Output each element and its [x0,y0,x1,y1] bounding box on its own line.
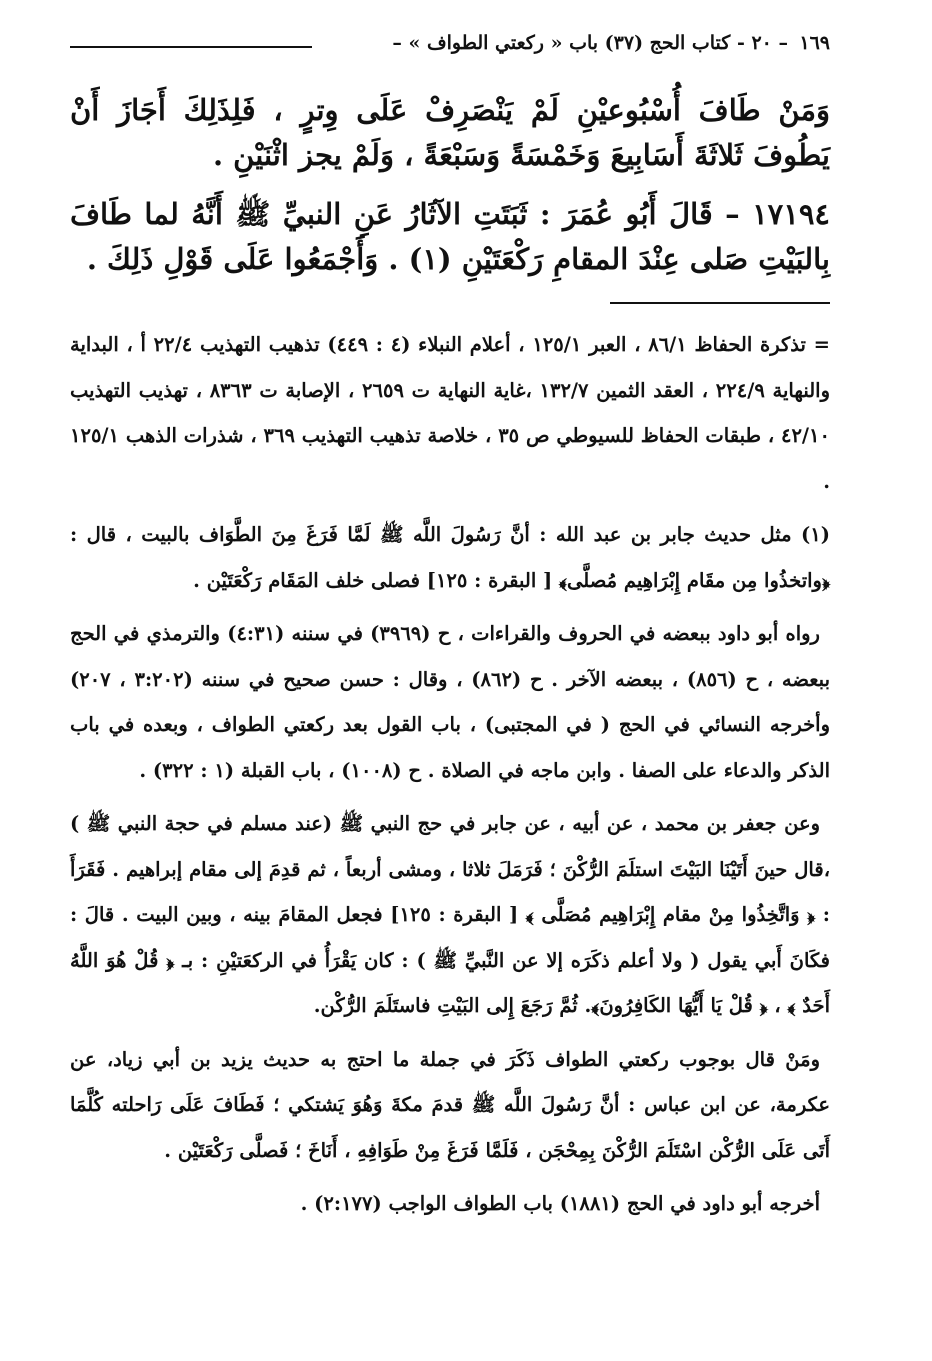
footnote-1: (١) مثل حديث جابر بن عبد الله : أنَّ رَسُولَ اللَّه ﷺ لَمَّا فَرَغَ مِنَ الطَّوَاف بالبيت ، قال : ﴿واتخذُوا مِن مقَام إِبْرَاهِيم مُصلَّى﴾ [ البقرة : ١٢٥] فصلى خلف المَقَام رَكْعَتَيْن . [70,523,830,592]
footnote-1-takhrij: أخرجه أبو داود في الحج (١٨٨١) باب الطواف الواجب (٢:١٧٧) . [300,1192,820,1215]
footnote-1-hadith: وعن جعفر بن محمد ، عن أبيه ، عن جابر في حج النبي ﷺ (عند مسلم في حجة النبي ﷺ ) ،قال حينَ أَتَيْنَا البَيْتَ استلَمَ الرُّكْنَ ؛ فَرَمَلَ ثلاثا ، ومشى أربعاً ، ثم قدِمَ إلى مقام إبراهيم . فَقَرَأَ : ﴿ وَاتَّخِذُوا مِنْ مقام إِبْرَاهِيم مُصَلَّى ﴾ [ البقرة : ١٢٥] فجعل المقامَ بينه ، وبين البيت . قالَ : فكَانَ أَبي يقول ( ولا أعلم ذكَرَه إلا عن النَّبيِّ ﷺ ) : كان يَقْرَأُ في الركعَتيْنِ : بـ ﴿ قُلْ هُوَ اللَّهُ أَحَدٌ ﴾ ، ﴿ قُلْ يَا أَيُّهَا الكَافِرُونَ﴾. ثُمَّ رَجَعَ إِلى البَيْتِ فاستَلَمَ الرُّكْن. [70,812,830,1017]
paragraph-number: ١٧١٩٤ [752,197,830,231]
footnote-continuation: = تذكرة الحفاظ ٨٦/١ ، العبر ١٢٥/١ ، أعلام النبلاء (٤ : ٤٤٩) تذهيب التهذيب ٢٢/٤ أ ، البداية والنهاية ٢٢٤/٩ ، العقد الثمين ١٣٢/٧ ،غاية النهاية ت ٢٦٥٩ ، الإصابة ت ٨٣٦٣ ، تهذيب التهذيب ٤٢/١٠ ، طبقات الحفاظ للسيوطي ص ٣٥ ، خلاصة تذهيب التهذيب ٣٦٩ ، شذرات الذهب ١٢٥/١ . [70,333,831,493]
footnotes [70,322,830,1227]
running-title: – ٢٠ - كتاب الحج (٣٧) باب « ركعتي الطواف » – [392,32,788,54]
running-header [70,26,830,60]
page-number: ١٦٩ [799,32,830,54]
main-text [70,88,830,282]
footnote-1-wujub: ومَنْ قال بوجوب ركعتي الطواف ذَكَرَ في جملة ما احتج به حديث يزيد بن أبي زياد، عن عكرمة، عن ابن عباس : أنَّ رَسُولَ اللَّه ﷺ قدمَ مكةَ وَهُوَ يَشتكي ؛ فَطَافَ عَلَى رَاحلته كُلَّمَا أَتَى عَلَى الرُّكْن اسْتَلَمَ الرُّكْنَ بِمِحْجَن ، فَلَمَّا فَرَغَ مِنْ طَوَافِهِ ، أَنَاخَ ؛ فَصلَّى رَكْعَتَيْن . [70,1047,830,1162]
main-paragraph: وَمَنْ طَافَ أُسْبُوعيْنِ لَمْ يَنْصَرِفْ عَلَى وِترٍ ، فَلِذَلِكَ أَجَازَ أَنْ يَطُوفَ ثَلاثَةَ أَسَابِيعَ وَخَمْسَةً وَسَبْعَةً ، وَلَمْ يجز اثْنَيْنِ . [70,93,830,172]
footnote-separator [610,302,830,304]
footnote-1-source: رواه أبو داود ببعضه في الحروف والقراءات ، ح (٣٩٦٩) في سننه (٤:٣١) والترمذي في الحج ببعضه ، ح (٨٥٦) ، ببعضه الآخر . ح (٨٦٢) ، وقال : حسن صحيح في سننه (٣:٢٠٢ ، ٢٠٧) وأخرجه النسائي في الحج ( في المجتبى) ، باب القول بعد ركعتي الطواف ، وبعده في باب الذكر والدعاء على الصفا . وابن ماجه في الصلاة . ح (١٠٠٨) ، باب القبلة (١ : ٣٢٢) . [70,622,830,782]
book-page [70,26,830,1235]
header-rule [70,46,312,48]
numbered-paragraph [70,192,830,282]
paragraph-text: – قَالَ أَبُو عُمَرَ : ثَبَتَتِ الآثَارُ عَنِ النبيِّ ﷺ أَنَّهُ لما طَافَ بِالبَيْتِ صَلى عِنْدَ المقامِ رَكْعَتَيْنِ (١) . وَأَجْمَعُوا عَلَى قَوْلِ ذَلِكَ . [70,197,830,276]
